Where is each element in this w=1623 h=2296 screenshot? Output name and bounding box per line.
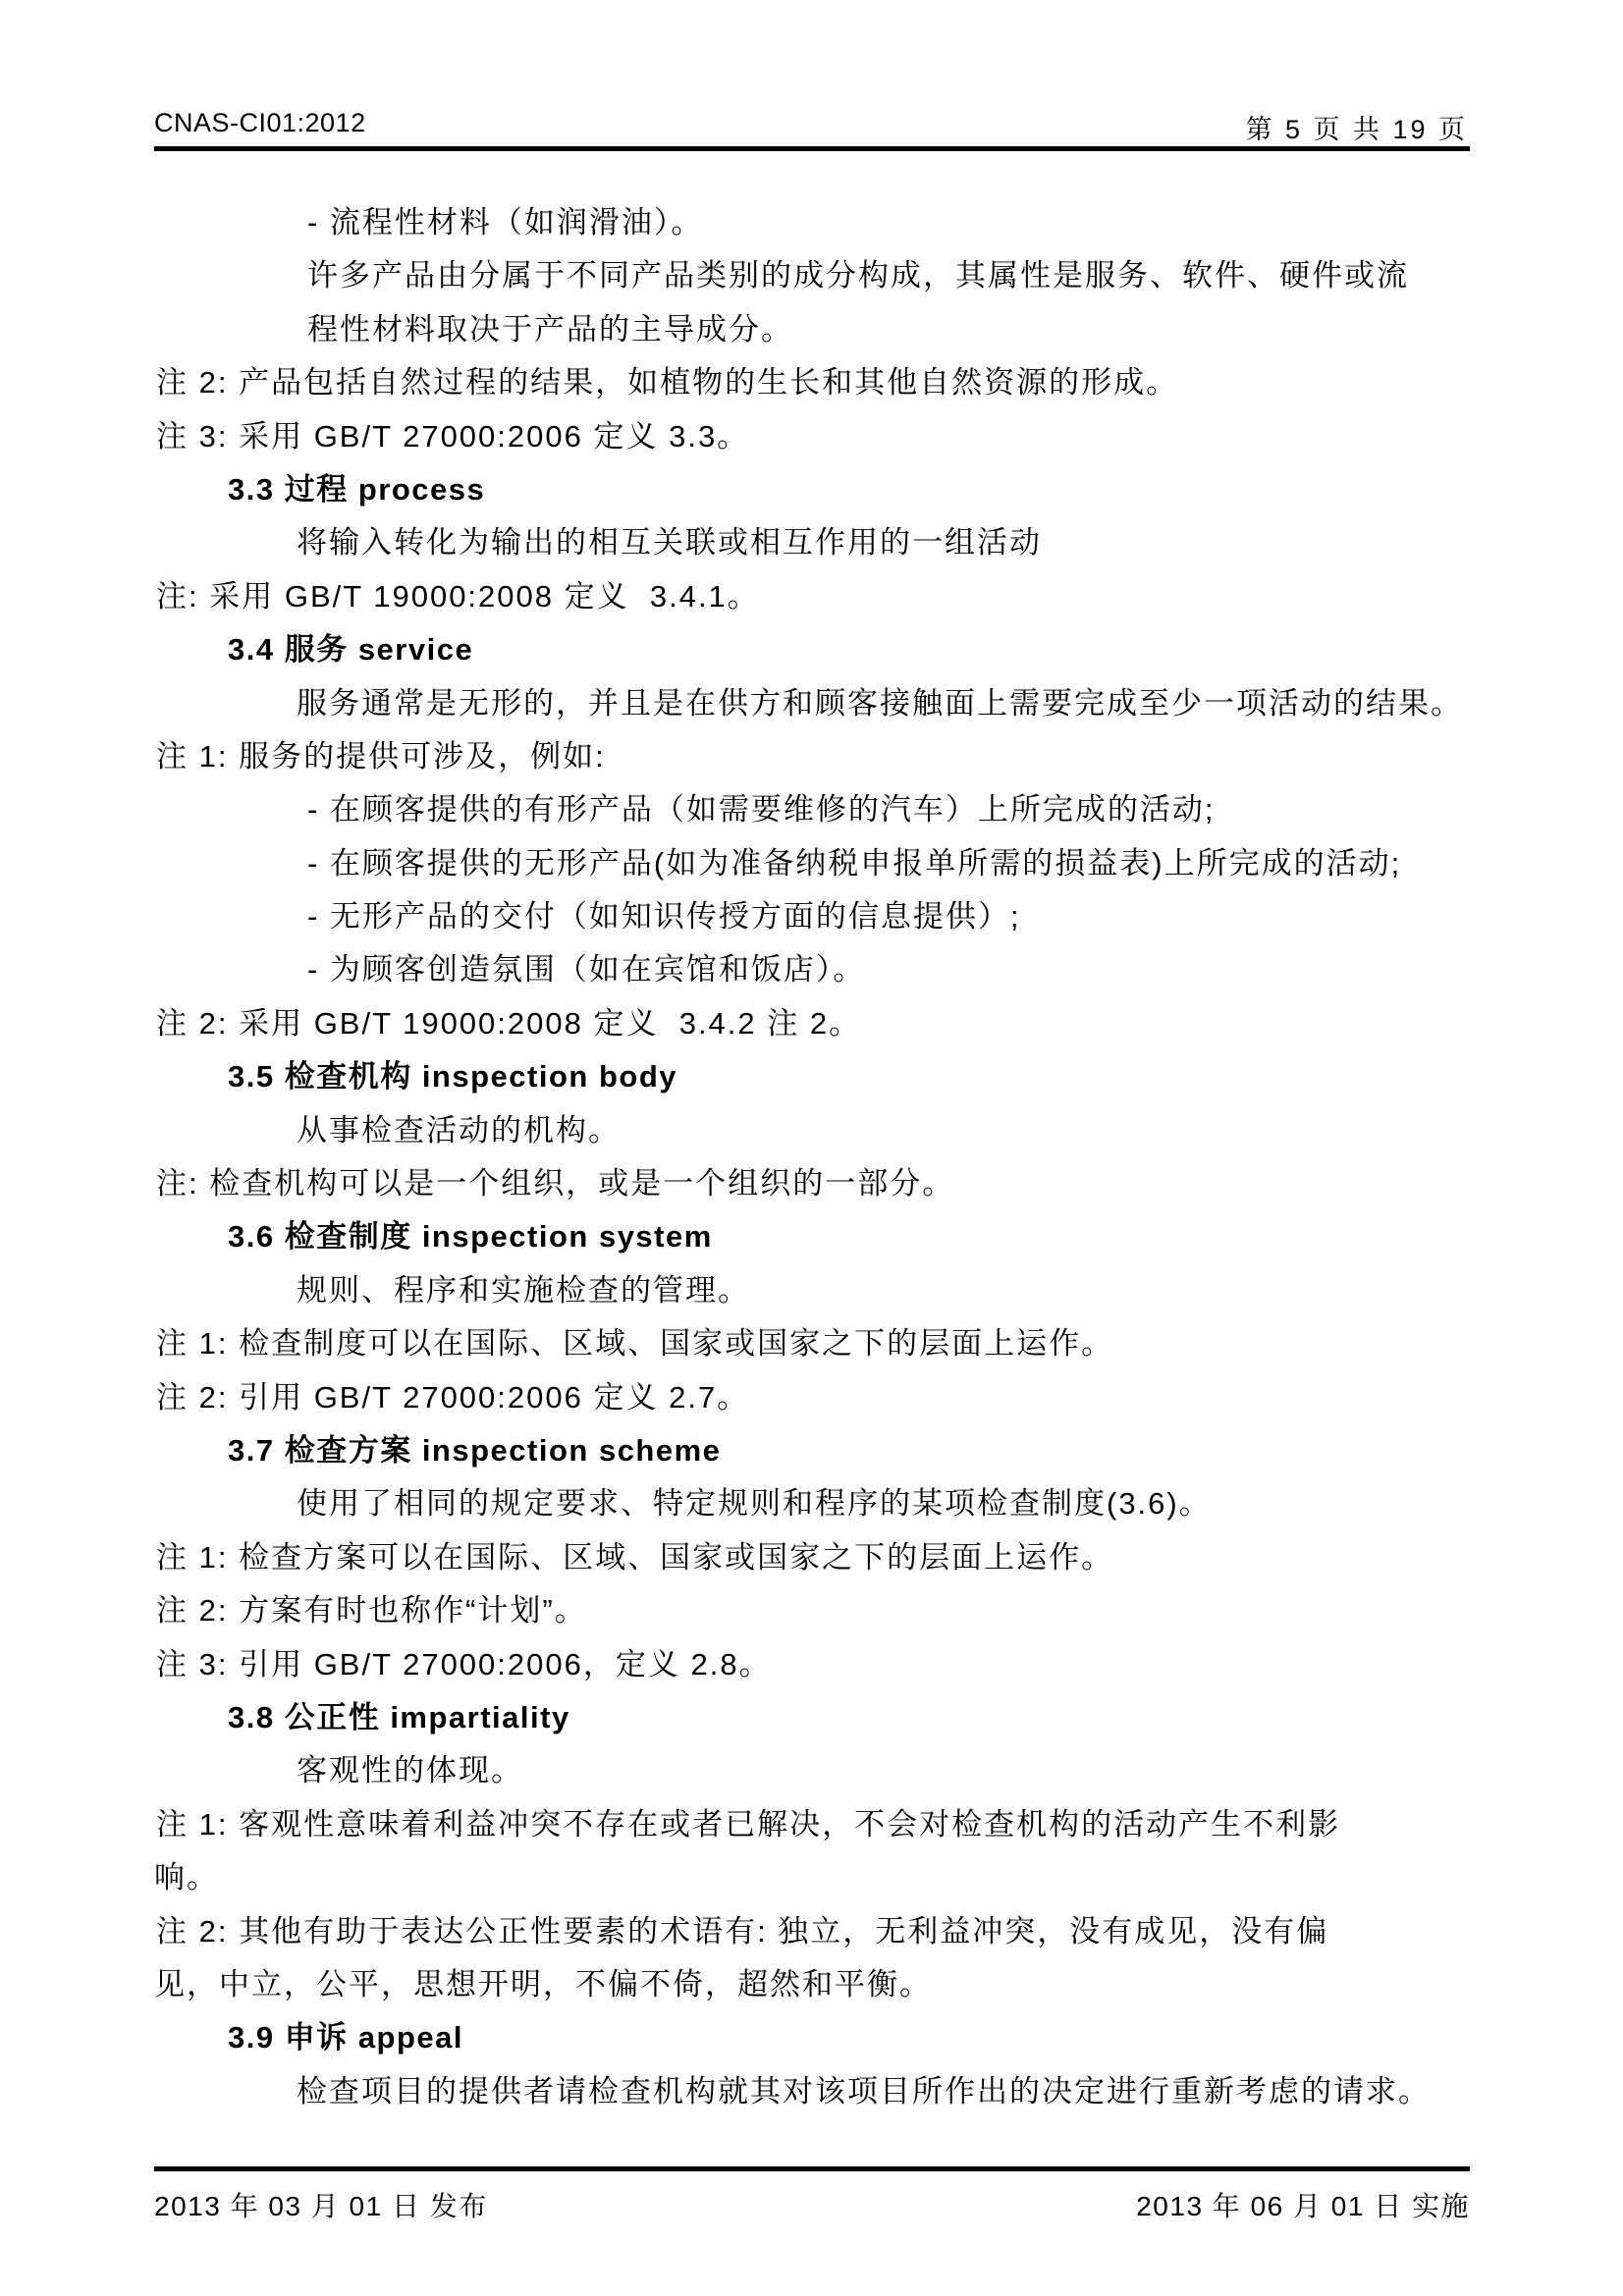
text-line: 注 2: 采用 GB/T 19000:2008 定义 3.4.2 注 2。 <box>156 1005 862 1041</box>
text-line: 注 1: 客观性意味着利益冲突不存在或者已解决，不会对检查机构的活动产生不利影 <box>156 1806 1341 1842</box>
header-rule <box>154 146 1470 151</box>
text-line: 注 2: 引用 GB/T 27000:2006 定义 2.7。 <box>156 1379 750 1415</box>
text-line: - 在顾客提供的无形产品(如为准备纳税申报单所需的损益表)上所完成的活动; <box>307 845 1402 881</box>
issue-date: 2013 年 03 月 01 日 发布 <box>154 2191 488 2221</box>
text-line: 3.5 检查机构 inspection body <box>228 1059 677 1095</box>
text-line: 注 2: 产品包括自然过程的结果，如植物的生长和其他自然资源的形成。 <box>156 365 1179 400</box>
text-line: 使用了相同的规定要求、特定规则和程序的某项检查制度(3.6)。 <box>297 1486 1212 1522</box>
text-line: 3.8 公正性 impartiality <box>228 1699 570 1735</box>
implementation-date: 2013 年 06 月 01 日 实施 <box>1136 2191 1470 2221</box>
text-line: 3.7 检查方案 inspection scheme <box>228 1432 722 1468</box>
text-line: 检查项目的提供者请检查机构就其对该项目所作出的决定进行重新考虑的请求。 <box>297 2073 1431 2109</box>
text-line: 3.3 过程 process <box>228 471 486 507</box>
text-line: 注 1: 检查方案可以在国际、区域、国家或国家之下的层面上运作。 <box>156 1539 1114 1575</box>
text-line: 3.6 检查制度 inspection system <box>228 1219 713 1255</box>
text-line: 注 2: 其他有助于表达公正性要素的术语有: 独立，无利益冲突，没有成见，没有偏 <box>156 1913 1329 1949</box>
text-line: 注 1: 服务的提供可涉及，例如: <box>156 738 606 774</box>
text-line: 见，中立，公平，思想开明，不偏不倚，超然和平衡。 <box>154 1966 932 2002</box>
text-line: 服务通常是无形的，并且是在供方和顾客接触面上需要完成至少一项活动的结果。 <box>297 685 1463 721</box>
text-line: 许多产品由分属于不同产品类别的成分构成，其属性是服务、软件、硬件或流 <box>307 258 1409 294</box>
text-line: 注 3: 采用 GB/T 27000:2006 定义 3.3。 <box>156 418 750 454</box>
text-line: 注 1: 检查制度可以在国际、区域、国家或国家之下的层面上运作。 <box>156 1326 1114 1362</box>
text-line: 将输入转化为输出的相互关联或相互作用的一组活动 <box>297 525 1042 561</box>
text-line: - 为顾客创造氛围（如在宾馆和饭店）。 <box>307 952 866 988</box>
text-line: 3.4 服务 service <box>228 632 474 667</box>
text-line: 从事检查活动的机构。 <box>297 1112 621 1148</box>
text-line: - 在顾客提供的有形产品（如需要维修的汽车）上所完成的活动; <box>307 792 1216 828</box>
text-line: - 流程性材料（如润滑油）。 <box>307 205 704 240</box>
text-line: 客观性的体现。 <box>297 1753 523 1789</box>
document-code: CNAS-CI01:2012 <box>154 108 366 137</box>
text-line: 注: 检查机构可以是一个组织，或是一个组织的一部分。 <box>156 1166 955 1201</box>
text-line: 注 2: 方案有时也称作“计划”。 <box>156 1593 587 1629</box>
footer-rule <box>154 2166 1470 2171</box>
text-line: 注 3: 引用 GB/T 27000:2006，定义 2.8。 <box>156 1646 772 1682</box>
text-line: 程性材料取决于产品的主导成分。 <box>307 311 793 347</box>
text-line: 规则、程序和实施检查的管理。 <box>297 1272 750 1308</box>
document-body <box>154 196 1476 2118</box>
text-line: 响。 <box>154 1860 219 1896</box>
text-line: - 无形产品的交付（如知识传授方面的信息提供）; <box>307 899 1021 934</box>
page-number-indicator: 第 5 页 共 19 页 <box>1245 115 1468 144</box>
text-line: 注: 采用 GB/T 19000:2008 定义 3.4.1。 <box>156 578 760 614</box>
text-line: 3.9 申诉 appeal <box>228 2020 464 2056</box>
